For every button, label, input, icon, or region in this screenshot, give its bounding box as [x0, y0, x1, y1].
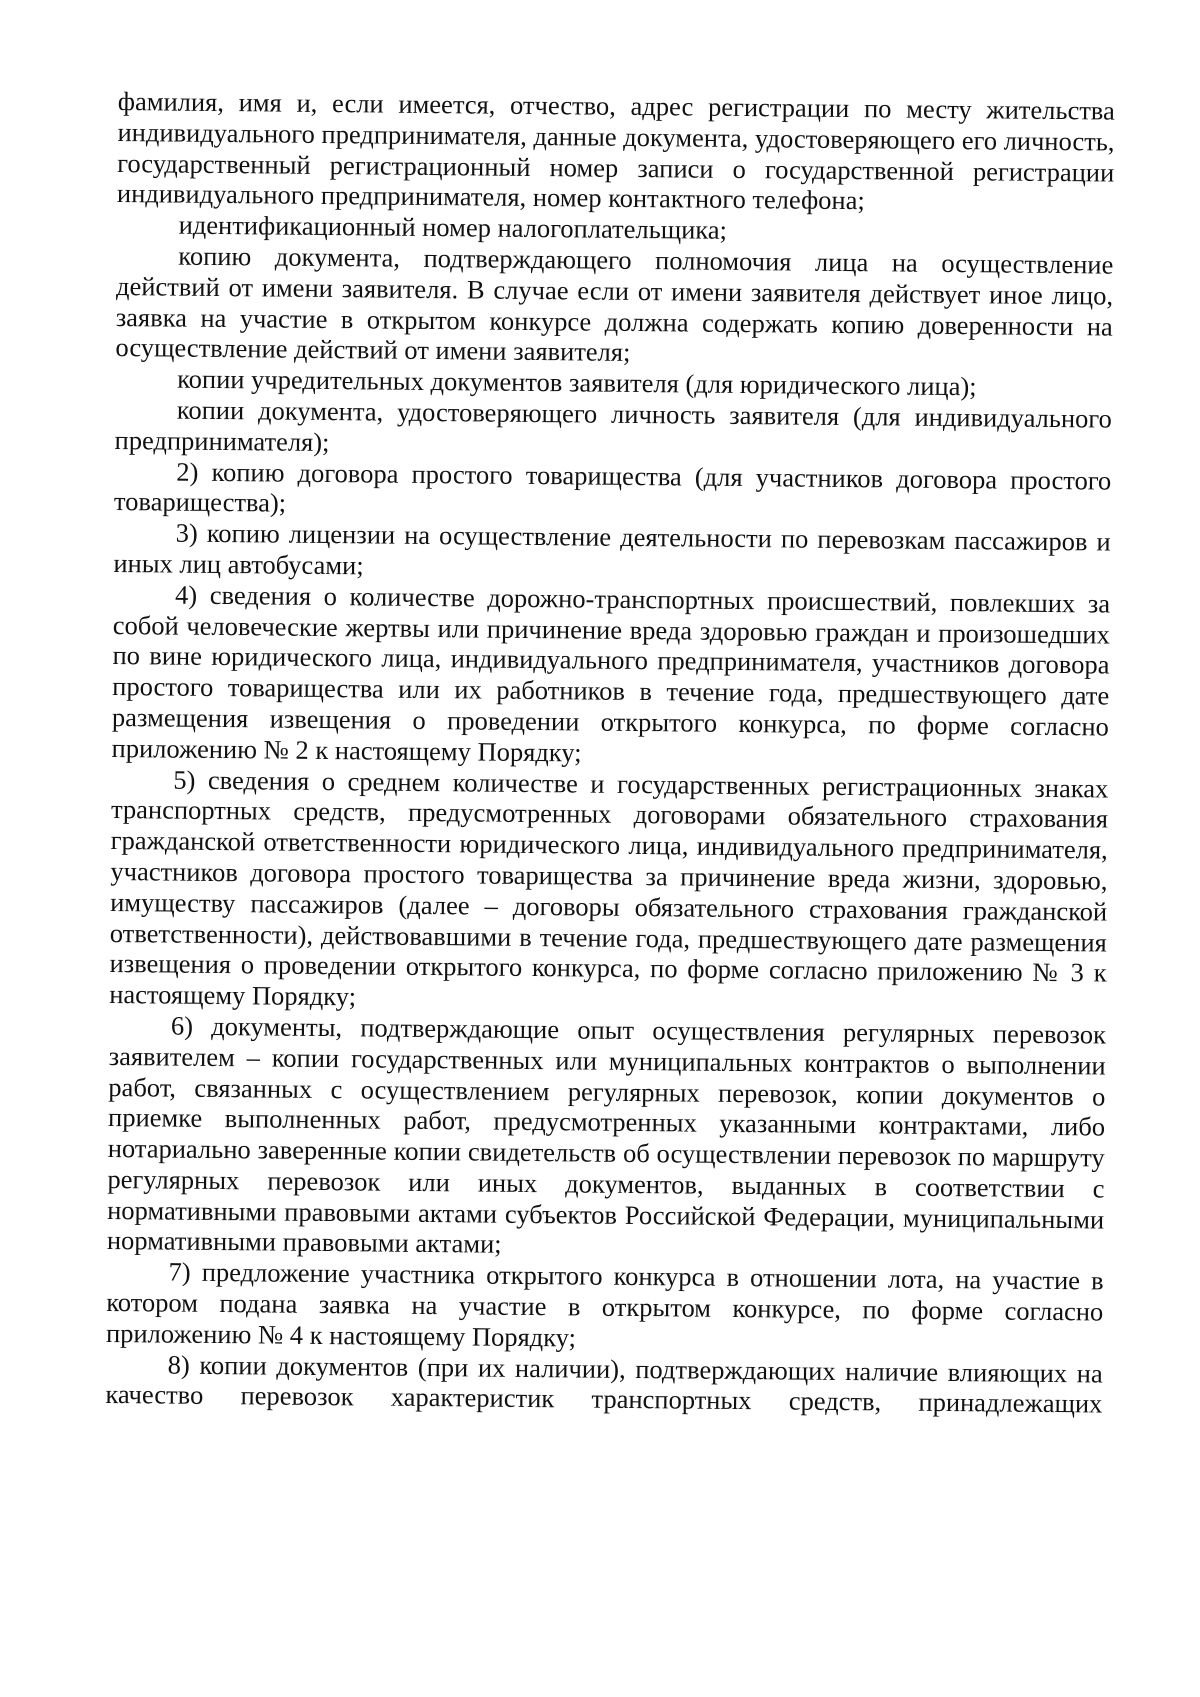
paragraph-item-8: 8) копии документов (при их наличии), подтверждающих наличие влияющих на качество перевозок характеристик транспортных средств, принадлежащих [105, 1349, 1103, 1419]
paragraph-identity-document: копии документа, удостоверяющего личность заявителя (для индивидуального предпринимателя); [114, 394, 1112, 457]
paragraph-item-2: 2) копию договора простого товарищества (для участников договора простого товарищества); [113, 456, 1112, 518]
paragraph-item-7: 7) предложение участника открытого конкурса в отношении лота, на участие в котором подана заявка на участие в открытом конкурсе, по форме согласно приложению № 4 к настоящему Порядку; [105, 1256, 1104, 1353]
paragraph-power-of-attorney: копию документа, подтверждающего полномочия лица на осуществление действий от имени заявителя. В случае если от имени заявителя действует иное лицо, заявка на участие в открытом конкурсе должна содержать копию доверенности на осуществление действий от имени заявителя; [115, 240, 1114, 368]
paragraph-founding-documents: копии учредительных документов заявителя (для юридического лица); [177, 363, 977, 402]
paragraph-item-4: 4) сведения о количестве дорожно-транспортных происшествий, повлекших за собой человеческие жертвы или причинение вреда здоровью граждан и произошедших по вине юридического лица, индивидуального предпринимателя, участников договора простого товарищества или их работников в течение года, предшествующего дате размещения извещения о проведении открытого конкурса, по форме согласно приложению № 2 к настоящему Порядку; [111, 579, 1111, 768]
paragraph-applicant-details: фамилия, имя и, если имеется, отчество, адрес регистрации по месту жительства индивидуального предпринимателя, данные документа, удостоверяющего его личность, государственный регистрационный номер записи о государственной регистрации индивидуального предпринимателя, номер контактного телефона; [116, 86, 1115, 216]
paragraph-tax-number: идентификационный номер налогоплательщика; [178, 209, 728, 246]
document-body [105, 86, 1115, 1420]
paragraph-item-5: 5) сведения о среднем количестве и государственных регистрационных знаках транспортных средств, предусмотренных договорами обязательного страхования гражданской ответственности юридического лица, индивидуального предпринимателя, участников договора простого товарищества за причинение вреда жизни, здоровью, имуществу пассажиров (далее – договоры обязательного страхования гражданской ответственности), действовавшими в течение года, предшествующего дате размещения извещения о проведении открытого конкурса, по форме согласно приложению № 3 к настоящему Порядку; [109, 764, 1109, 1012]
paragraph-item-6: 6) документы, подтверждающие опыт осуществления регулярных перевозок заявителем – копии государственных или муниципальных контрактов о выполнении работ, связанных с осуществлением регулярных перевозок, копии документов о приемке выполненных работ, предусмотренных указанными контрактами, либо нотариально заверенные копии свидетельств об осуществлении перевозок по маршруту регулярных перевозок или иных документов, выданных в соответствии с нормативными правовыми актами субъектов Российской Федерации, муниципальными нормативными правовыми актами; [106, 1010, 1107, 1260]
paragraph-item-3: 3) копию лицензии на осуществление деятельности по перевозкам пассажиров и иных лиц автобусами; [113, 517, 1111, 581]
